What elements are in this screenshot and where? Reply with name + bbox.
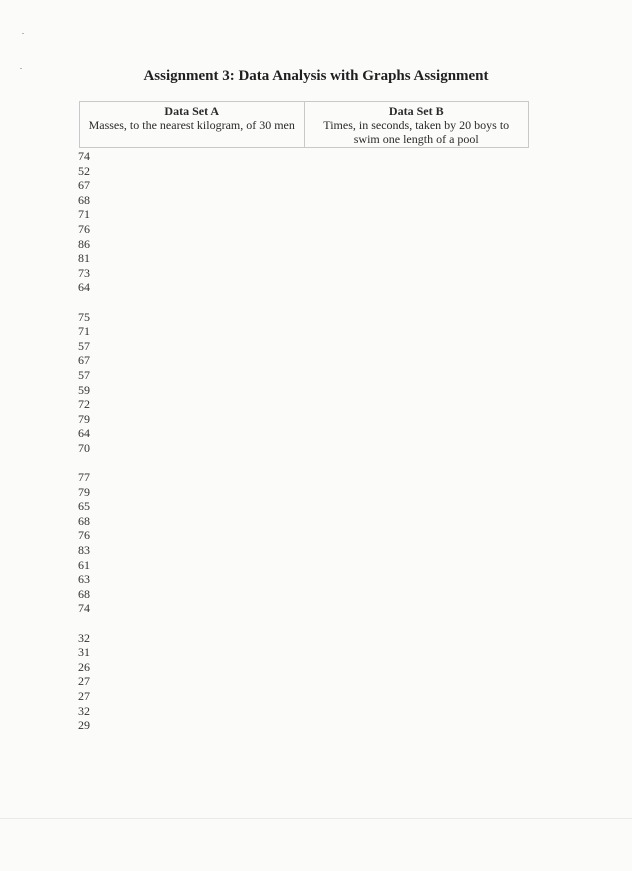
data-value: 67 xyxy=(78,178,90,193)
data-value: 79 xyxy=(78,411,90,426)
data-value: 68 xyxy=(78,513,90,528)
data-value: 79 xyxy=(78,484,90,499)
value-group-4 xyxy=(78,631,90,733)
data-value: 52 xyxy=(78,163,90,178)
scan-speck xyxy=(22,33,24,34)
data-value: 31 xyxy=(78,645,90,660)
data-value: 65 xyxy=(78,499,90,514)
data-value: 64 xyxy=(78,426,90,441)
data-value: 71 xyxy=(78,207,90,222)
data-value: 64 xyxy=(78,280,90,295)
column-header-a xyxy=(80,102,305,148)
data-value: 68 xyxy=(78,192,90,207)
data-value: 73 xyxy=(78,265,90,280)
data-value: 26 xyxy=(78,659,90,674)
data-values-list xyxy=(78,149,90,733)
column-a-heading: Data Set A xyxy=(164,104,220,118)
value-group-2 xyxy=(78,310,90,456)
page-title: Assignment 3: Data Analysis with Graphs Assignment xyxy=(143,68,489,84)
group-spacer xyxy=(78,295,90,310)
column-a-description: Masses, to the nearest kilogram, of 30 men xyxy=(88,118,295,132)
value-group-3 xyxy=(78,470,90,616)
group-spacer xyxy=(78,616,90,631)
data-value: 27 xyxy=(78,688,90,703)
data-value: 32 xyxy=(78,703,90,718)
column-b-heading: Data Set B xyxy=(388,104,444,118)
data-value: 61 xyxy=(78,557,90,572)
data-value: 74 xyxy=(78,149,90,163)
group-spacer xyxy=(78,455,90,470)
data-sets-header-table xyxy=(79,101,529,148)
data-value: 57 xyxy=(78,338,90,353)
data-value: 59 xyxy=(78,382,90,397)
data-value: 86 xyxy=(78,236,90,251)
data-value: 57 xyxy=(78,367,90,382)
data-value: 32 xyxy=(78,630,90,645)
data-value: 75 xyxy=(78,309,90,324)
data-value: 63 xyxy=(78,572,90,587)
data-value: 76 xyxy=(78,221,90,236)
data-value: 27 xyxy=(78,674,90,689)
data-value: 76 xyxy=(78,528,90,543)
data-value: 74 xyxy=(78,601,90,616)
data-value: 81 xyxy=(78,251,90,266)
data-value: 72 xyxy=(78,397,90,412)
data-value: 70 xyxy=(78,440,90,455)
column-b-description: Times, in seconds, taken by 20 boys to swim one length of a pool xyxy=(323,118,510,146)
data-value: 77 xyxy=(78,470,90,485)
data-value: 67 xyxy=(78,353,90,368)
data-value: 83 xyxy=(78,543,90,558)
value-group-1 xyxy=(78,149,90,295)
data-value: 71 xyxy=(78,324,90,339)
column-header-b xyxy=(304,102,529,148)
data-value: 68 xyxy=(78,586,90,601)
data-value: 29 xyxy=(78,718,90,733)
scan-edge-line xyxy=(0,818,632,819)
